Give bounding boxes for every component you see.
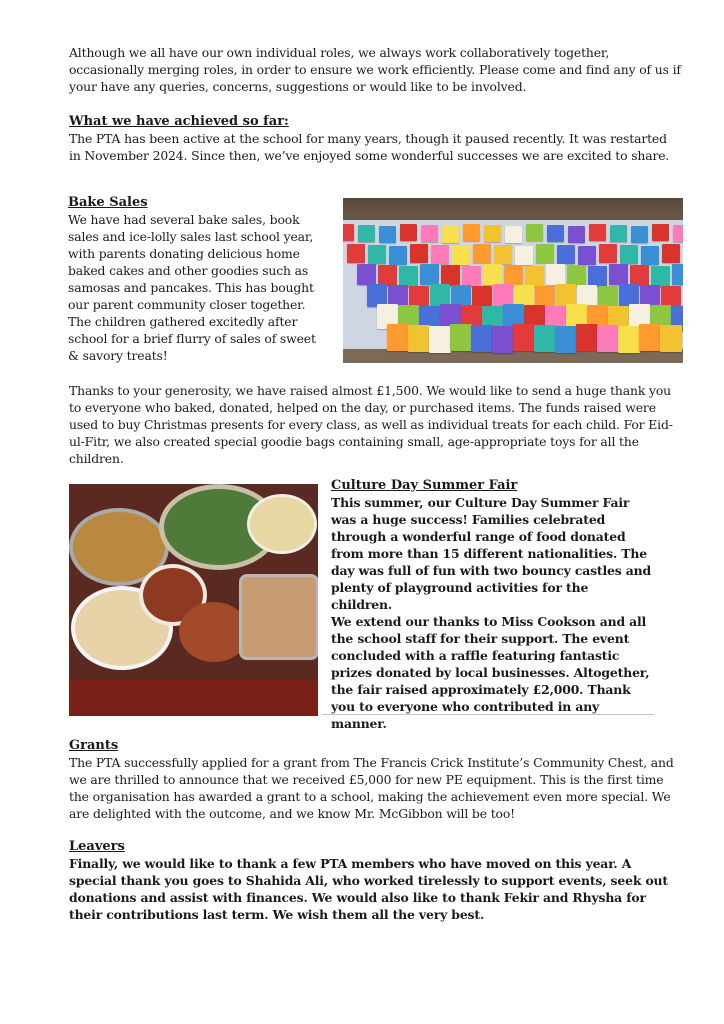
book-cover: [597, 325, 619, 352]
book-cover: [641, 246, 659, 265]
book-cover: [408, 325, 430, 352]
book-cover: [483, 264, 502, 285]
book-cover: [358, 225, 375, 242]
book-cover: [610, 225, 627, 242]
achievements-heading: What we have achieved so far:: [69, 114, 289, 129]
book-cover: [620, 245, 638, 264]
cookie-tray: [239, 574, 318, 660]
book-cover: [379, 226, 396, 243]
book-sale-photo: [343, 198, 683, 363]
section-divider: [322, 714, 654, 715]
book-cover: [410, 244, 428, 263]
culture-day-heading: Culture Day Summer Fair: [331, 478, 518, 493]
book-cover: [484, 225, 501, 242]
leavers-heading: Leavers: [69, 839, 125, 854]
book-cover: [492, 326, 514, 353]
book-cover: [420, 264, 439, 285]
book-cover: [672, 264, 683, 285]
book-cover: [442, 226, 459, 243]
book-cover: [473, 244, 491, 263]
book-cover: [505, 226, 522, 243]
book-cover: [429, 326, 451, 353]
book-cover: [368, 245, 386, 264]
book-cover: [421, 225, 438, 242]
book-cover: [357, 264, 376, 285]
grants-paragraph: The PTA successfully applied for a grant from The Francis Crick Institute’s Community Chest, and we are thrilled to announce that we received £5,000 for new PE equipment. This is the first time the organisation has awarded a grant to a school, making the achievement even more special. We are delighted with the outcome, and we know Mr. McGibbon will be too!: [69, 755, 674, 821]
book-cover: [387, 324, 409, 351]
book-cover: [618, 326, 640, 353]
achievements-paragraph: The PTA has been active at the school for many years, though it paused recently. It was restarted in November 2024. Since then, we’ve enjoyed some wonderful successes we are excited to share.: [69, 131, 670, 163]
book-cover: [441, 265, 460, 286]
book-cover: [567, 265, 586, 286]
book-cover: [673, 225, 683, 242]
book-cover: [378, 265, 397, 286]
book-cover: [462, 266, 481, 287]
book-cover: [555, 326, 577, 353]
culture-day-paragraph-2: We extend our thanks to Miss Cookson and all the school staff for their support. The event concluded with a raffle featuring fantastic prizes donated by local businesses. Altogether, the fair raised approximately £2,000. Thank you to everyone who contributed in any manner.: [331, 614, 650, 731]
bake-sales-heading: Bake Sales: [68, 195, 148, 210]
book-cover: [576, 324, 598, 351]
book-cover: [431, 245, 449, 264]
leavers-paragraph: Finally, we would like to thank a few PTA members who have moved on this year. A special thank you goes to Shahida Ali, who worked tirelessly to support events, seek out donations and assist with finances. We would also like to thank Fekir and Rhysha for their contributions last term. We wish them all the very best.: [69, 856, 668, 922]
book-cover: [588, 266, 607, 287]
book-cover: [662, 244, 680, 263]
book-cover: [513, 324, 535, 351]
book-cover: [463, 224, 480, 241]
book-cover: [660, 325, 682, 352]
book-cover: [652, 224, 669, 241]
book-cover: [471, 325, 493, 352]
book-cover: [347, 244, 365, 263]
book-cover: [609, 264, 628, 285]
book-cover: [631, 226, 648, 243]
book-cover: [557, 245, 575, 264]
book-cover: [534, 325, 556, 352]
culture-day-food-photo: [69, 484, 318, 716]
book-cover: [452, 246, 470, 265]
book-cover: [547, 225, 564, 242]
book-cover: [399, 266, 418, 287]
book-cover: [546, 264, 565, 285]
book-cover: [343, 224, 354, 241]
grants-heading: Grants: [69, 738, 119, 753]
book-cover: [536, 244, 554, 263]
book-cover: [599, 244, 617, 263]
book-cover: [525, 266, 544, 287]
book-cover: [494, 245, 512, 264]
book-cover: [589, 224, 606, 241]
book-cover: [568, 226, 585, 243]
book-cover: [526, 224, 543, 241]
bowl-stack: [247, 494, 317, 554]
bake-sales-paragraph: We have had several bake sales, book sales and ice-lolly sales last school year, with parents donating delicious home baked cakes and other goodies such as samosas and pancakes. This has bought our parent community closer together. The children gathered excitedly after school for a brief flurry of sales of sweet & savory treats!: [68, 212, 316, 363]
book-cover: [651, 266, 670, 287]
book-cover: [630, 265, 649, 286]
book-cover: [450, 324, 472, 351]
book-cover: [400, 224, 417, 241]
tablecloth-edge: [69, 680, 318, 716]
culture-day-paragraph-1: This summer, our Culture Day Summer Fair was a huge success! Families celebrated through a wonderful range of food donated from more than 15 different nationalities. The day was full of fun with two bouncy castles and plenty of playground activities for the children.: [331, 495, 652, 612]
book-cover: [578, 246, 596, 265]
book-cover: [504, 265, 523, 286]
book-cover: [515, 246, 533, 265]
book-cover: [639, 324, 661, 351]
book-cover: [389, 246, 407, 265]
intro-paragraph: Although we all have our own individual roles, we always work collaboratively together, occasionally merging roles, in order to ensure we work efficiently. Please come and find any of us if your have any queries, concerns, suggestions or would like to be involved.: [69, 45, 681, 94]
bake-sales-thanks-paragraph: Thanks to your generosity, we have raised almost £1,500. We would like to send a huge thank you to everyone who baked, donated, helped on the day, or purchased items. The funds raised were used to buy Christmas presents for every class, as well as individual treats for each child. For Eid-ul-Fitr, we also created special goodie bags containing small, age-appropriate toys for all the children.: [69, 383, 673, 466]
